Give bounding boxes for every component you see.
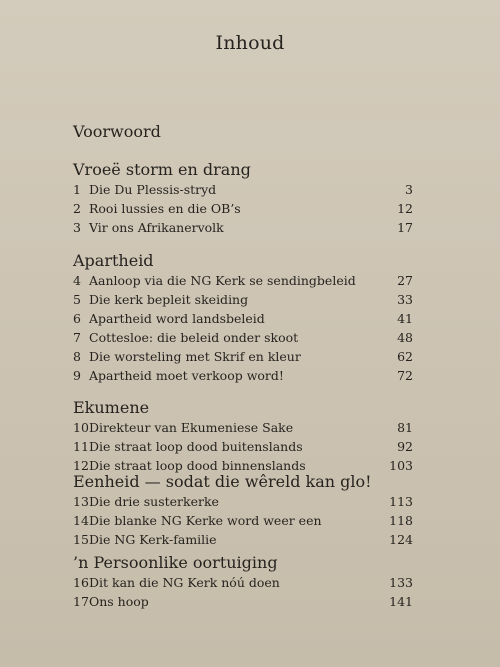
entry-page: 92 xyxy=(397,439,413,454)
toc-entry xyxy=(73,532,413,551)
toc-entry xyxy=(73,201,413,220)
entry-number: 14 xyxy=(73,513,89,528)
entry-number: 15 xyxy=(73,532,89,547)
toc-entry xyxy=(73,330,413,349)
entry-title: Apartheid moet verkoop word! xyxy=(89,368,284,383)
entry-page: 118 xyxy=(389,513,413,528)
toc-entry xyxy=(73,594,413,613)
toc-entry xyxy=(73,182,413,201)
entry-page: 33 xyxy=(397,292,413,307)
toc-section xyxy=(73,398,413,477)
entry-number: 2 xyxy=(73,201,81,216)
entry-title: Die worsteling met Skrif en kleur xyxy=(89,349,301,364)
entry-title: Rooi lussies en die OB’s xyxy=(89,201,241,216)
entry-title: Die straat loop dood binnenslands xyxy=(89,458,306,473)
entry-number: 16 xyxy=(73,575,89,590)
entry-number: 3 xyxy=(73,220,81,235)
entry-number: 12 xyxy=(73,458,89,473)
toc-section xyxy=(73,251,413,387)
entry-number: 5 xyxy=(73,292,81,307)
entry-title: Aanloop via die NG Kerk se sendingbeleid xyxy=(89,273,356,288)
entry-number: 11 xyxy=(73,439,89,454)
entry-title: Die kerk bepleit skeiding xyxy=(89,292,249,307)
entry-page: 103 xyxy=(389,458,413,473)
entry-page: 72 xyxy=(397,368,413,383)
entry-number: 1 xyxy=(73,182,81,197)
entry-page: 41 xyxy=(397,311,413,326)
toc-entry xyxy=(73,513,413,532)
toc-section xyxy=(73,472,413,551)
entry-page: 62 xyxy=(397,349,413,364)
section-heading: Eenheid — sodat die wêreld kan glo! xyxy=(73,472,372,491)
entry-number: 13 xyxy=(73,494,89,509)
section-heading: Vroeë storm en drang xyxy=(73,160,251,179)
entry-number: 4 xyxy=(73,273,81,288)
entry-title: Cottesloe: die beleid onder skoot xyxy=(89,330,299,345)
entry-title: Vir ons Afrikanervolk xyxy=(89,220,224,235)
entry-page: 27 xyxy=(397,273,413,288)
toc-entry xyxy=(73,292,413,311)
entry-page: 113 xyxy=(389,494,413,509)
entry-number: 9 xyxy=(73,368,81,383)
entry-number: 17 xyxy=(73,594,89,609)
toc-entry xyxy=(73,494,413,513)
entry-number: 10 xyxy=(73,420,89,435)
entry-number: 8 xyxy=(73,349,81,364)
toc-entry xyxy=(73,220,413,239)
entry-page: 12 xyxy=(397,201,413,216)
toc-entry xyxy=(73,439,413,458)
entry-title: Die drie susterkerke xyxy=(89,494,219,509)
entry-title: Die NG Kerk-familie xyxy=(89,532,217,547)
entry-title: Dit kan die NG Kerk nóú doen xyxy=(89,575,280,590)
entry-page: 3 xyxy=(405,182,413,197)
entry-number: 7 xyxy=(73,330,81,345)
toc-entry xyxy=(73,368,413,387)
section-heading: Apartheid xyxy=(73,251,154,270)
page-title: Inhoud xyxy=(215,32,285,54)
section-heading: ’n Persoonlike oortuiging xyxy=(73,553,278,572)
entry-title: Die blanke NG Kerke word weer een xyxy=(89,513,322,528)
toc-entry xyxy=(73,273,413,292)
voorwoord-heading: Voorwoord xyxy=(73,122,161,141)
toc-section xyxy=(73,553,413,613)
entry-number: 6 xyxy=(73,311,81,326)
entry-title: Direkteur van Ekumeniese Sake xyxy=(89,420,294,435)
toc-section xyxy=(73,160,413,239)
toc-entry xyxy=(73,311,413,330)
entry-title: Die straat loop dood buitenslands xyxy=(89,439,303,454)
entry-title: Apartheid word landsbeleid xyxy=(89,311,265,326)
entry-page: 133 xyxy=(389,575,413,590)
entry-title: Die Du Plessis-stryd xyxy=(89,182,217,197)
entry-page: 124 xyxy=(389,532,413,547)
entry-page: 141 xyxy=(389,594,413,609)
section-heading: Ekumene xyxy=(73,398,150,417)
toc-entry xyxy=(73,575,413,594)
entry-page: 17 xyxy=(397,220,413,235)
entry-title: Ons hoop xyxy=(89,594,149,609)
toc-entry xyxy=(73,420,413,439)
entry-page: 81 xyxy=(397,420,413,435)
toc-entry xyxy=(73,349,413,368)
entry-page: 48 xyxy=(397,330,413,345)
